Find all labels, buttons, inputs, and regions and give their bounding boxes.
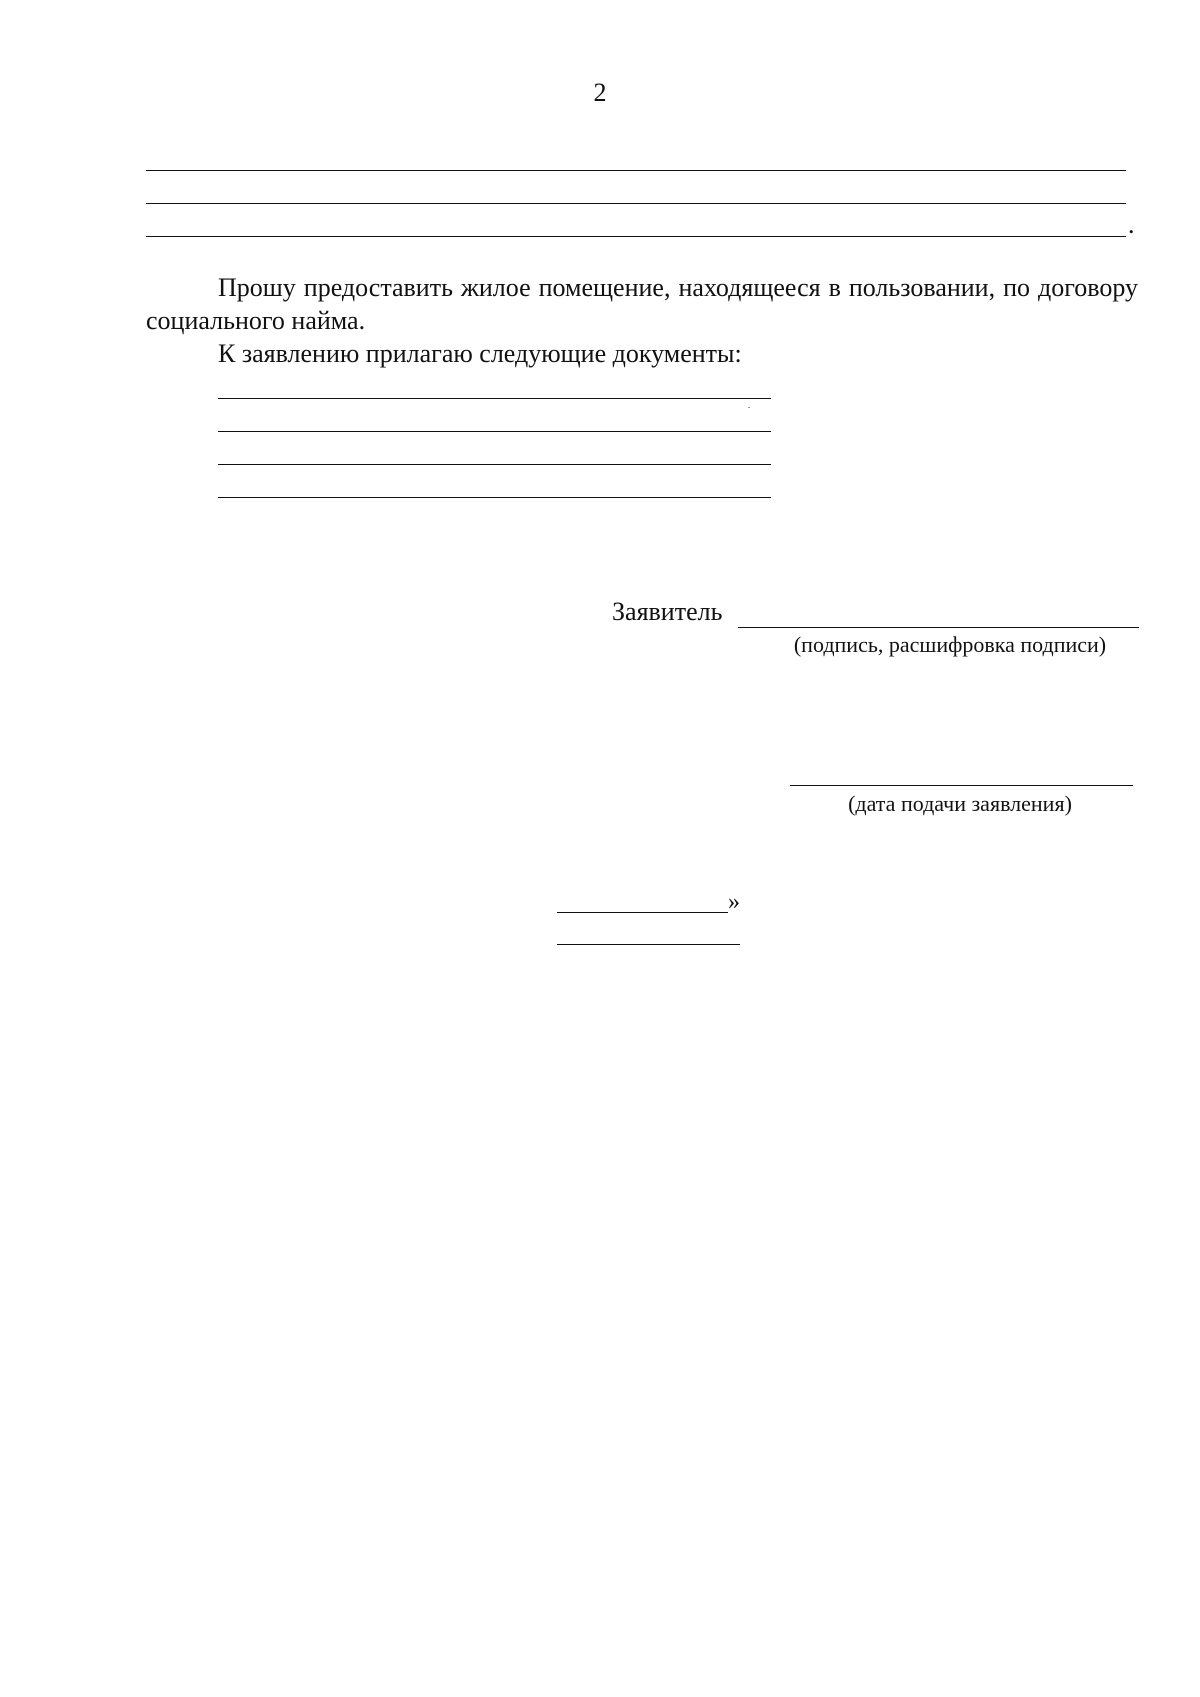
blank-line-top-3[interactable]	[146, 236, 1126, 237]
attachment-line-1[interactable]	[218, 398, 771, 399]
closing-quote-mark: »	[728, 889, 740, 915]
closing-line-2[interactable]	[557, 944, 740, 945]
date-line[interactable]	[790, 785, 1133, 786]
page-number: 2	[593, 78, 607, 107]
attachment-line-2[interactable]	[218, 431, 771, 432]
attachment-line-4[interactable]	[218, 497, 771, 498]
blank-line-top-2[interactable]	[146, 203, 1126, 204]
closing-line-1[interactable]	[557, 912, 728, 913]
scan-speck	[748, 407, 750, 408]
attachment-line-3[interactable]	[218, 464, 771, 465]
blank-line-top-1[interactable]	[146, 170, 1126, 171]
date-caption: (дата подачи заявления)	[848, 791, 1072, 816]
attachments-intro: К заявлению прилагаю следующие документы:	[218, 339, 742, 368]
request-paragraph: Прошу предоставить жилое помещение, находящееся в пользовании, по договору социального найма.	[146, 273, 1138, 335]
signature-line[interactable]	[738, 627, 1139, 628]
applicant-label: Заявитель	[612, 597, 723, 626]
signature-caption: (подпись, расшифровка подписи)	[793, 632, 1107, 657]
top-lines-end-mark: .	[1128, 210, 1135, 239]
